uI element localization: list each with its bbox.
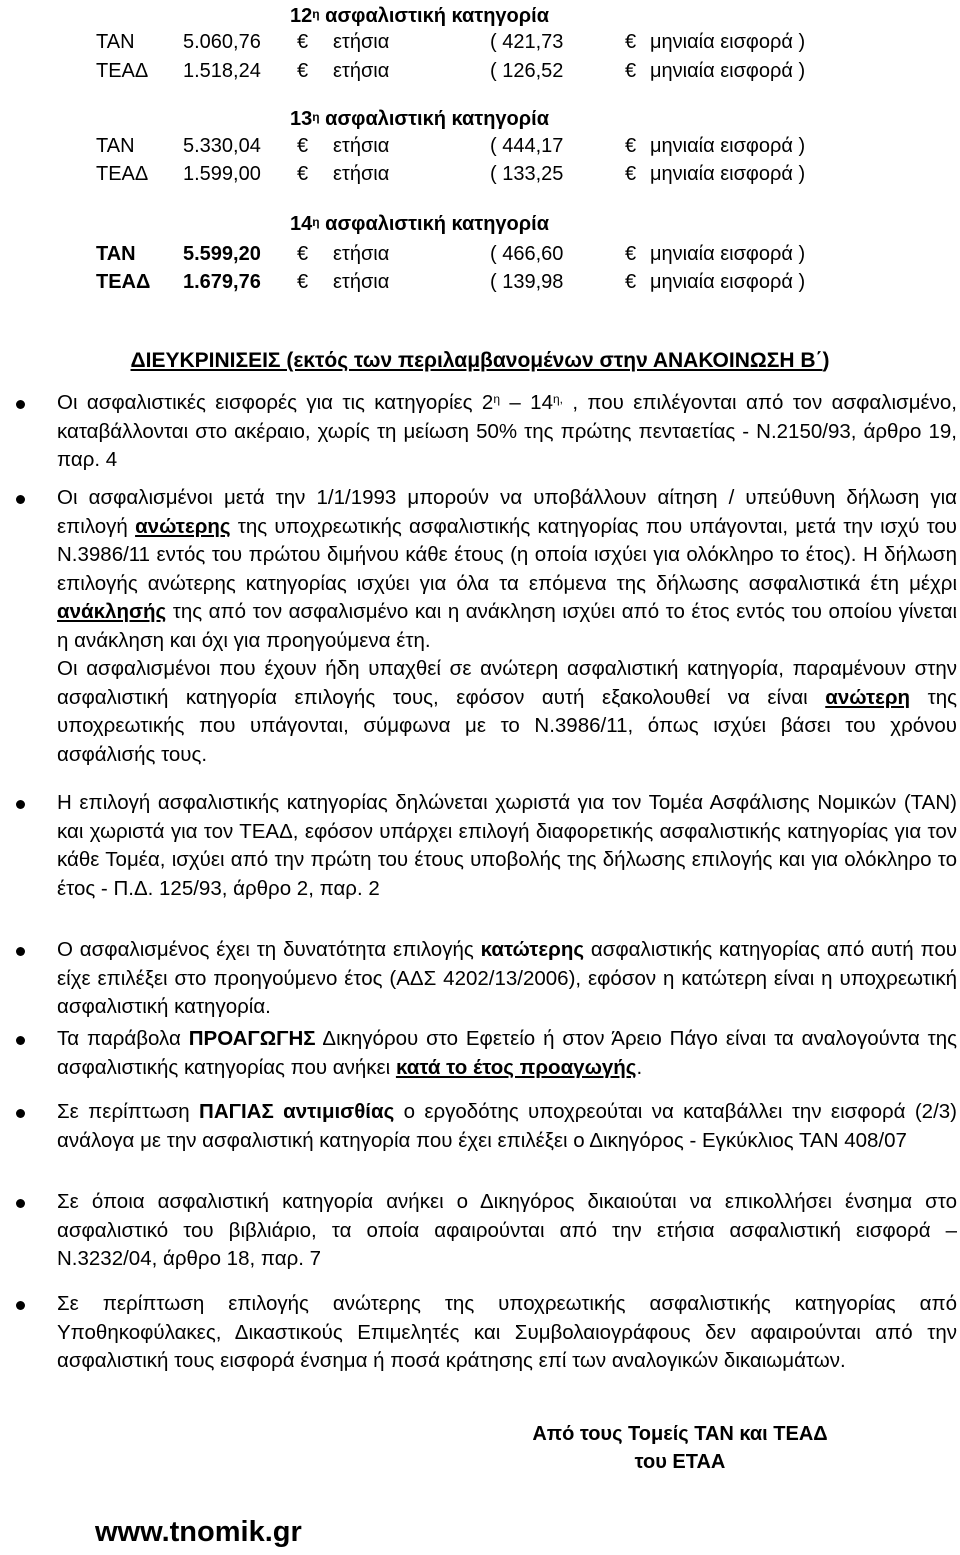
- list-item: Η επιλογή ασφαλιστικής κατηγορίας δηλώνεται χωριστά για τον Τομέα Ασφάλισης Νομικών (ΤΑΝ) και χωριστά για τον ΤΕΑΔ, εφόσον υπάρχει επιλογή διαφορετικής ασφαλιστικής κατηγορίας για τον κάθε Τομέα, ισχύει από την πρώτη του έτους υποβολής της δήλωσης επιλογής και για ολόκληρο το έτος - Π.Δ. 125/93, άρθρο 2, παρ. 2: [57, 789, 957, 903]
- list-item: Σε περίπτωση επιλογής ανώτερης της υποχρεωτικής ασφαλιστικής κατηγορίας από Υποθηκοφύλακες, Δικαστικούς Επιμελητές και Συμβολαιογράφους δεν αφαιρούνται από την ασφαλιστική τους εισφορά ένσημα ή ποσά κράτησης επί των αναλογικών δικαιωμάτων.: [57, 1290, 957, 1376]
- euro-icon: €: [625, 31, 637, 53]
- bullet-icon: [16, 800, 25, 809]
- list-item: Τα παράβολα ΠΡΟΑΓΩΓΗΣ Δικηγόρου στο Εφετείο ή στον Άρειο Πάγο είναι τα αναλογούντα της ασφαλιστικής κατηγορίας που ανήκει κατά το έτος προαγωγής.: [57, 1025, 957, 1082]
- category-14-title: $14^\eta$ ασφαλιστική κατηγορία: [290, 213, 549, 235]
- bullet-icon: [16, 1109, 25, 1118]
- euro-icon: €: [297, 163, 309, 185]
- bullet-icon: [16, 947, 25, 956]
- bullet-icon: [16, 1301, 25, 1310]
- bullet-icon: [16, 400, 25, 409]
- euro-icon: €: [297, 243, 309, 265]
- signature: Από τους Τομείς ΤΑΝ και ΤΕΑΔ του ΕΤΑΑ: [532, 1423, 828, 1473]
- list-item: Σε όποια ασφαλιστική κατηγορία ανήκει ο Δικηγόρος δικαιούται να επικολλήσει ένσημα στο ασφαλιστικό του βιβλιάριο, τα οποία αφαιρούνται από την ετήσια ασφαλιστική εισφορά – Ν.3232/04, άρθρο 18, παρ. 7: [57, 1188, 957, 1274]
- category-12-title: $12^\eta$ ασφαλιστική κατηγορία: [290, 5, 549, 27]
- euro-icon: €: [297, 31, 309, 53]
- euro-icon: €: [297, 271, 309, 293]
- list-item: Οι ασφαλιστικές εισφορές για τις κατηγορίες $2^\eta - 14^{\eta,}$ , που επιλέγονται από τον ασφαλισμένο, καταβάλλονται στο ακέραιο, χωρίς τη μείωση 50% της πρώτης πενταετίας - Ν.2150/93, άρθρο 19, παρ. 4: [57, 389, 957, 475]
- euro-icon: €: [625, 60, 637, 82]
- clarifications-heading: ΔΙΕΥΚΡΙΝΙΣΕΙΣ (εκτός των περιλαμβανομένων στην ΑΝΑΚΟΙΝΩΣΗ Β΄): [130, 349, 830, 372]
- euro-icon: €: [297, 135, 309, 157]
- euro-icon: €: [625, 271, 637, 293]
- website-link[interactable]: www.tnomik.gr: [95, 1516, 302, 1548]
- euro-icon: €: [625, 243, 637, 265]
- category-13-title: $13^\eta$ ασφαλιστική κατηγορία: [290, 108, 549, 130]
- euro-icon: €: [625, 135, 637, 157]
- bullet-icon: [16, 495, 25, 504]
- list-item: Οι ασφαλισμένοι μετά την 1/1/1993 μπορούν να υποβάλλουν αίτηση / υπεύθυνη δήλωση για επιλογή ανώτερης της υποχρεωτικής ασφαλιστικής κατηγορίας που υπάγονται, μετά την ισχύ του Ν.3986/11 εντός του πρώτου διμήνου κάθε έτους (η οποία ισχύει για ολόκληρο το έτος). Η δήλωση επιλογής ανώτερης κατηγορίας ισχύει για όλα τα επόμενα της δήλωσης ασφαλιστικά έτη μέχρι ανάκλησής της από τον ασφαλισμένο και η ανάκληση ισχύει από το έτος εντός του οποίου γίνεται η ανάκληση και όχι για προηγούμενα έτη. Οι ασφαλισμένοι που έχουν ήδη υπαχθεί σε ανώτερη ασφαλιστική κατηγορία, παραμένουν στην ασφαλιστική κατηγορία επιλογής τους, εφόσον αυτή εξακολουθεί να είναι ανώτερη της υποχρεωτικής που υπάγονται, σύμφωνα με το Ν.3986/11, όπως ισχύει βάσει του χρόνου ασφάλισής τους.: [57, 484, 957, 769]
- bullet-icon: [16, 1199, 25, 1208]
- euro-icon: €: [625, 163, 637, 185]
- euro-icon: €: [297, 60, 309, 82]
- bullet-icon: [16, 1036, 25, 1045]
- list-item: Σε περίπτωση ΠΑΓΙΑΣ αντιμισθίας ο εργοδότης υποχρεούται να καταβάλλει την εισφορά (2/3) ανάλογα με την ασφαλιστική κατηγορία που έχει επιλέξει ο Δικηγόρος - Εγκύκλιος ΤΑΝ 408/07: [57, 1098, 957, 1155]
- list-item: Ο ασφαλισμένος έχει τη δυνατότητα επιλογής κατώτερης ασφαλιστικής κατηγορίας από αυτή που είχε επιλέξει στο προηγούμενο έτος (ΑΔΣ 4202/13/2006), εφόσον η κατώτερη είναι η υποχρεωτική ασφαλιστική κατηγορία.: [57, 936, 957, 1022]
